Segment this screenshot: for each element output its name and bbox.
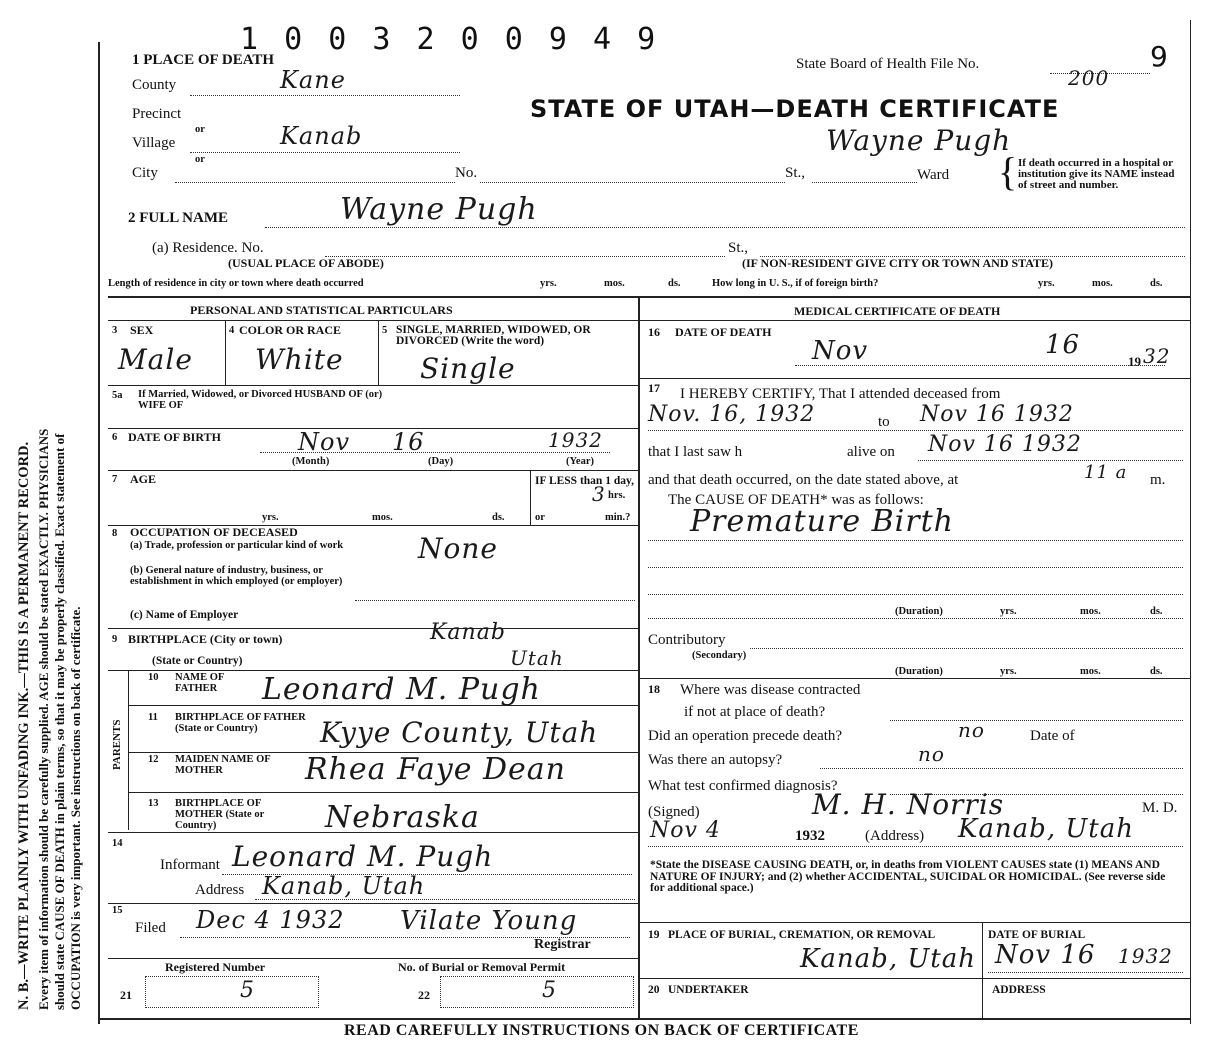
precinct-label: Precinct xyxy=(132,106,182,122)
marital-value: Single xyxy=(420,352,516,385)
contributory-label: Contributory xyxy=(648,632,726,648)
signed-address-value: Kanab, Utah xyxy=(958,814,1134,844)
or-1: or xyxy=(195,124,205,135)
husband-label: If Married, Widowed, or Divorced HUSBAND OF (or) WIFE OF xyxy=(138,389,383,411)
burial-permit-value: 5 xyxy=(542,978,557,1003)
village-label: Village xyxy=(132,135,176,151)
mother-value: Rhea Faye Dean xyxy=(305,752,567,787)
informant-value: Leonard M. Pugh xyxy=(232,840,494,873)
burial-permit-label: No. of Burial or Removal Permit xyxy=(398,960,566,974)
less-than-hours: 3 xyxy=(592,482,606,506)
reg-number-box xyxy=(145,976,319,1008)
sex-value: Male xyxy=(118,343,193,376)
burial-year: 1932 xyxy=(1118,944,1173,968)
signed-label: (Signed) xyxy=(648,804,700,820)
length-label: Length of residence in city or town where death occurred xyxy=(108,278,364,289)
informant-address-label: Address xyxy=(195,882,245,898)
personal-heading: PERSONAL AND STATISTICAL PARTICULARS xyxy=(190,303,453,317)
ward-label: Ward xyxy=(917,167,950,183)
father-birthplace-value: Kyye County, Utah xyxy=(320,716,599,749)
burial-place-value: Kanab, Utah xyxy=(800,944,976,974)
burial-date-label: DATE OF BURIAL xyxy=(988,929,1086,941)
operation-value: no xyxy=(958,718,985,742)
dod-label: DATE OF DEATH xyxy=(675,325,772,339)
q18-b: if not at place of death? xyxy=(684,704,826,720)
dod-month: Nov xyxy=(812,336,869,366)
q18-a: Where was disease contracted xyxy=(680,682,861,698)
occurred-text: and that death occurred, on the date stated above, at xyxy=(648,472,959,488)
burial-date-value: Nov 16 xyxy=(995,940,1096,970)
informant-label: Informant xyxy=(160,857,220,873)
cause-label: The CAUSE OF DEATH* was as follows: xyxy=(668,492,924,508)
nonresident-label: (IF NON-RESIDENT GIVE CITY OR TOWN AND STATE) xyxy=(742,256,1054,270)
attended-to: Nov 16 1932 xyxy=(920,402,1074,427)
side-instruction-3: should state CAUSE OF DEATH in plain terms, so that it may be properly classified. Exact statement of xyxy=(52,433,67,1010)
hospital-note: If death occurred in a hospital or institution give its NAME instead of street and number. xyxy=(1018,157,1175,191)
or-min-label: or xyxy=(535,512,545,523)
mother-birthplace-value: Nebraska xyxy=(325,800,480,835)
reg-number-label: Registered Number xyxy=(165,960,266,974)
mother-birthplace-label: BIRTHPLACE OF MOTHER (State or Country) xyxy=(175,798,265,831)
signed-date: Nov 4 xyxy=(650,818,721,843)
dod-year-prefix: 19 xyxy=(1128,354,1141,369)
brace: { xyxy=(998,149,1018,194)
registrar-label: Registrar xyxy=(534,937,591,952)
dod-day: 16 xyxy=(1045,330,1081,360)
serial-number: 1 0 0 3 2 0 0 9 4 9 xyxy=(240,22,660,57)
undertaker-address-label: ADDRESS xyxy=(992,984,1046,996)
dob-year-label: (Year) xyxy=(566,456,594,467)
board-label: State Board of Health File No. xyxy=(796,56,980,72)
duration-label-2: (Duration) xyxy=(895,666,943,677)
footnote: *State the DISEASE CAUSING DEATH, or, in deaths from VIOLENT CAUSES state (1) MEANS AND NATURE OF INJURY; and (2) whether ACCIDENTAL, SUICIDAL OR HOMICIDAL. (See reverse side for additional space.) xyxy=(650,859,1166,894)
birthplace-label: BIRTHPLACE (City or town) xyxy=(128,632,283,646)
informant-address-value: Kanab, Utah xyxy=(262,872,426,900)
hrs-label: hrs. xyxy=(608,490,626,501)
occupation-label: OCCUPATION OF DECEASED xyxy=(130,525,298,539)
birthplace-value: Kanab xyxy=(430,620,506,645)
st-label: St., xyxy=(785,165,806,181)
dod-year: 32 xyxy=(1143,344,1171,368)
side-instruction-2: Every item of information should be carefully supplied. AGE should be stated EXACTLY. PHYSICIANS xyxy=(36,428,51,1010)
village-value: Kanab xyxy=(280,122,363,150)
dob-month-label: (Month) xyxy=(292,456,330,467)
footer-instructions: READ CAREFULLY INSTRUCTIONS ON BACK OF CERTIFICATE xyxy=(344,1022,859,1039)
burial-permit-box xyxy=(440,976,634,1008)
father-birthplace-label: BIRTHPLACE OF FATHER (State or Country) xyxy=(175,712,306,734)
state-label: (State or Country) xyxy=(152,655,243,667)
secondary-label: (Secondary) xyxy=(692,650,747,661)
filed-label: Filed xyxy=(135,920,166,936)
occupation-value: None xyxy=(418,532,498,565)
dob-day-label: (Day) xyxy=(428,456,454,467)
md-label: M. D. xyxy=(1142,800,1178,816)
certificate-title: STATE OF UTAH—DEATH CERTIFICATE xyxy=(530,95,1060,123)
length-ds: ds. xyxy=(668,278,681,289)
medical-heading: MEDICAL CERTIFICATE OF DEATH xyxy=(794,304,1001,318)
undertaker-label: UNDERTAKER xyxy=(668,984,749,996)
reg-number-value: 5 xyxy=(240,978,255,1003)
residence-label: (a) Residence. No. xyxy=(152,240,264,256)
side-instruction-1: N. B.—WRITE PLAINLY WITH UNFADING INK.—THIS IS A PERMANENT RECORD. xyxy=(16,441,32,1010)
residence-st: St., xyxy=(728,240,749,256)
occupation-a-label: (a) Trade, profession or particular kind of work xyxy=(130,540,344,551)
certify-text: I HEREBY CERTIFY, That I attended deceased from xyxy=(680,386,1001,402)
occupation-b-label: (b) General nature of industry, business, or establishment in which employed (or employer) xyxy=(130,565,343,587)
occurred-time: 11 a xyxy=(1084,462,1128,483)
dob-label: DATE OF BIRTH xyxy=(128,430,221,444)
employer-label: (c) Name of Employer xyxy=(130,609,239,621)
autopsy-value: no xyxy=(918,742,945,766)
place-of-death-label: 1 PLACE OF DEATH xyxy=(132,52,275,68)
no-label: No. xyxy=(455,165,478,181)
min-label: min.? xyxy=(605,512,631,523)
age-label: AGE xyxy=(130,472,157,486)
attended-from: Nov. 16, 1932 xyxy=(648,402,816,427)
us-ds: ds. xyxy=(1150,278,1163,289)
signed-value: M. H. Norris xyxy=(812,788,1005,821)
file-number-handwritten: 200 xyxy=(1068,66,1110,90)
file-number: 9 xyxy=(1150,40,1168,73)
full-name-value: Wayne Pugh xyxy=(340,192,538,227)
date-of-label: Date of xyxy=(1030,728,1075,744)
last-saw-value: Nov 16 1932 xyxy=(928,432,1082,457)
length-mos: mos. xyxy=(604,278,625,289)
sex-label: SEX xyxy=(130,323,154,337)
marital-label: SINGLE, MARRIED, WIDOWED, OR DIVORCED (Write the word) xyxy=(396,324,591,347)
cause-value: Premature Birth xyxy=(690,504,954,539)
mother-label: MAIDEN NAME OF MOTHER xyxy=(175,754,271,776)
last-saw-text-2: alive on xyxy=(847,444,895,460)
dob-year: 1932 xyxy=(548,428,603,452)
signed-address-label: (Address) xyxy=(865,828,925,844)
signed-year: 1932 xyxy=(795,828,825,844)
father-value: Leonard M. Pugh xyxy=(262,672,541,707)
test-label: What test confirmed diagnosis? xyxy=(648,778,838,794)
last-saw-text: that I last saw h xyxy=(648,444,743,460)
father-label: NAME OF FATHER xyxy=(175,672,224,694)
burial-place-label: PLACE OF BURIAL, CREMATION, OR REMOVAL xyxy=(668,929,936,941)
color-label: COLOR OR RACE xyxy=(239,323,342,337)
dob-month: Nov xyxy=(298,428,351,456)
city-label: City xyxy=(132,165,158,181)
dob-day: 16 xyxy=(392,428,425,456)
filed-value: Dec 4 1932 xyxy=(196,906,345,934)
length-yrs: yrs. xyxy=(540,278,557,289)
us-yrs: yrs. xyxy=(1038,278,1055,289)
color-value: White xyxy=(255,343,344,376)
or-2: or xyxy=(195,154,205,165)
how-long-label: How long in U. S., if of foreign birth? xyxy=(712,278,879,289)
m-label: m. xyxy=(1150,472,1166,488)
state-value: Utah xyxy=(510,646,564,670)
county-label: County xyxy=(132,77,177,93)
operation-label: Did an operation precede death? xyxy=(648,728,843,744)
parents-label: PARENTS xyxy=(111,719,123,770)
to-label: to xyxy=(878,414,890,430)
duration-label-1: (Duration) xyxy=(895,606,943,617)
registrar-value: Vilate Young xyxy=(400,906,578,936)
county-value: Kane xyxy=(280,66,346,94)
less-than-label: IF LESS than 1 day, xyxy=(535,475,634,487)
side-instruction-4: OCCUPATION is very important. See instructions on back of certificate. xyxy=(68,606,83,1010)
name-annotation: Wayne Pugh xyxy=(826,124,1012,157)
full-name-label: 2 FULL NAME xyxy=(128,210,229,226)
us-mos: mos. xyxy=(1092,278,1113,289)
autopsy-label: Was there an autopsy? xyxy=(648,752,783,768)
abode-label: (USUAL PLACE OF ABODE) xyxy=(228,256,384,270)
